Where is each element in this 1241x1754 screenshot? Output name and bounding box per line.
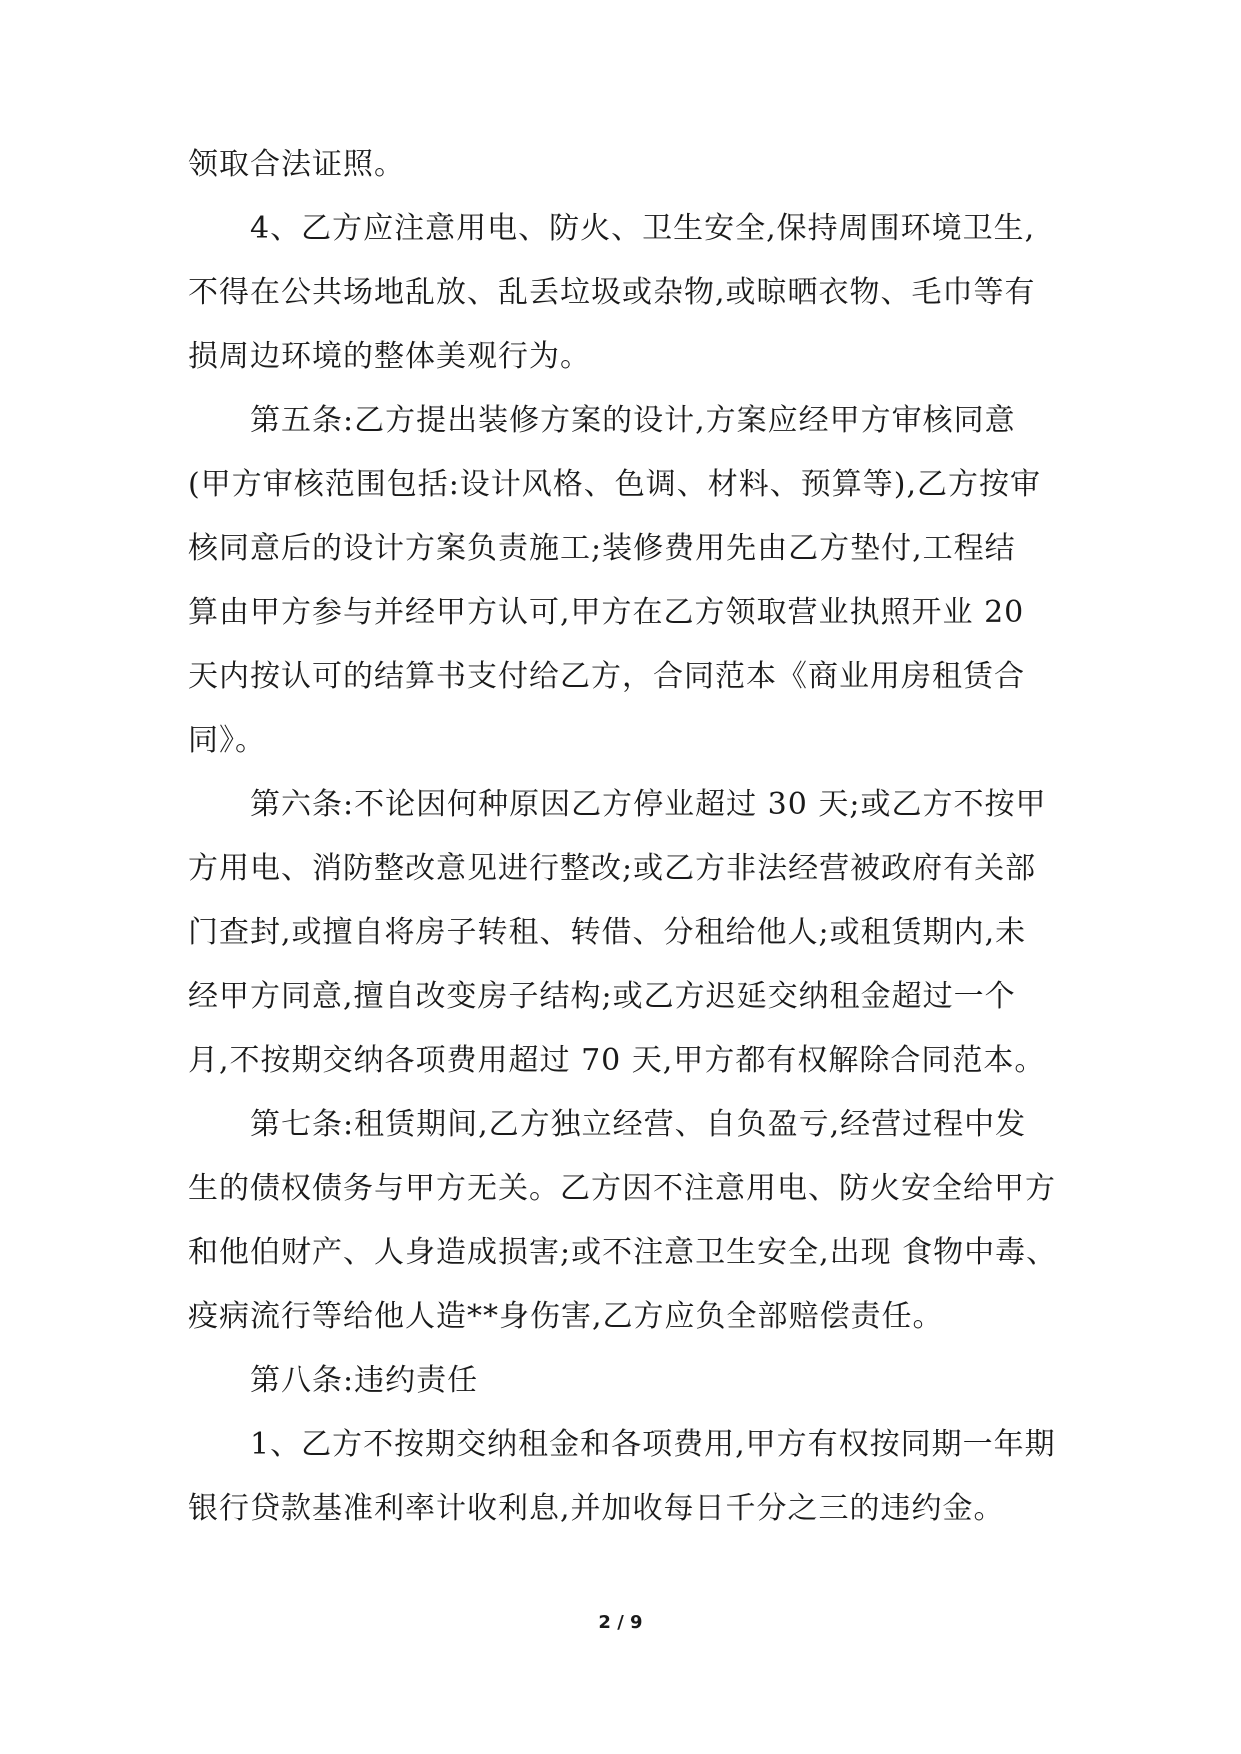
text-line: 方用电、消防整改意见进行整改;或乙方非法经营被政府有关部 bbox=[188, 851, 1037, 886]
text-line: 领取合法证照。 bbox=[188, 147, 405, 182]
text-line: 和他伯财产、人身造成损害;或不注意卫生安全,出现 食物中毒、 bbox=[188, 1235, 1058, 1270]
text-line: 4、乙方应注意用电、防火、卫生安全,保持周围环境卫生, bbox=[250, 211, 1036, 246]
text-line: 疫病流行等给他人造**身伤害,乙方应负全部赔偿责任。 bbox=[188, 1299, 944, 1334]
text-line: 门查封,或擅自将房子转租、转借、分租给他人;或租赁期内,未 bbox=[188, 915, 1027, 950]
text-line: 1、乙方不按期交纳租金和各项费用,甲方有权按同期一年期 bbox=[250, 1427, 1056, 1462]
text-line: 损周边环境的整体美观行为。 bbox=[188, 339, 591, 374]
text-line: (甲方审核范围包括:设计风格、色调、材料、预算等),乙方按审 bbox=[188, 467, 1042, 502]
text-line: 第五条:乙方提出装修方案的设计,方案应经甲方审核同意 bbox=[250, 403, 1016, 438]
body-text bbox=[188, 147, 1058, 1526]
text-line: 第七条:租赁期间,乙方独立经营、自负盈亏,经营过程中发 bbox=[250, 1107, 1027, 1142]
text-line: 第六条:不论因何种原因乙方停业超过 30 天;或乙方不按甲 bbox=[250, 787, 1047, 822]
text-line: 天内按认可的结算书支付给乙方，合同范本《商业用房租赁合 bbox=[188, 659, 1025, 694]
text-line: 算由甲方参与并经甲方认可,甲方在乙方领取营业执照开业 20 bbox=[188, 595, 1025, 630]
text-line: 同》。 bbox=[188, 723, 266, 758]
section-heading: 第八条:违约责任 bbox=[250, 1363, 479, 1398]
text-line: 银行贷款基准利率计收利息,并加收每日千分之三的违约金。 bbox=[188, 1491, 1005, 1526]
page-number: 2 / 9 bbox=[598, 1612, 643, 1633]
text-line: 月,不按期交纳各项费用超过 70 天,甲方都有权解除合同范本。 bbox=[188, 1043, 1046, 1078]
text-line: 不得在公共场地乱放、乱丢垃圾或杂物,或晾晒衣物、毛巾等有 bbox=[188, 275, 1036, 310]
text-line: 经甲方同意,擅自改变房子结构;或乙方迟延交纳租金超过一个 bbox=[188, 979, 1016, 1014]
text-line: 生的债权债务与甲方无关。乙方因不注意用电、防火安全给甲方 bbox=[188, 1171, 1056, 1206]
text-line: 核同意后的设计方案负责施工;装修费用先由乙方垫付,工程结 bbox=[188, 531, 1016, 566]
